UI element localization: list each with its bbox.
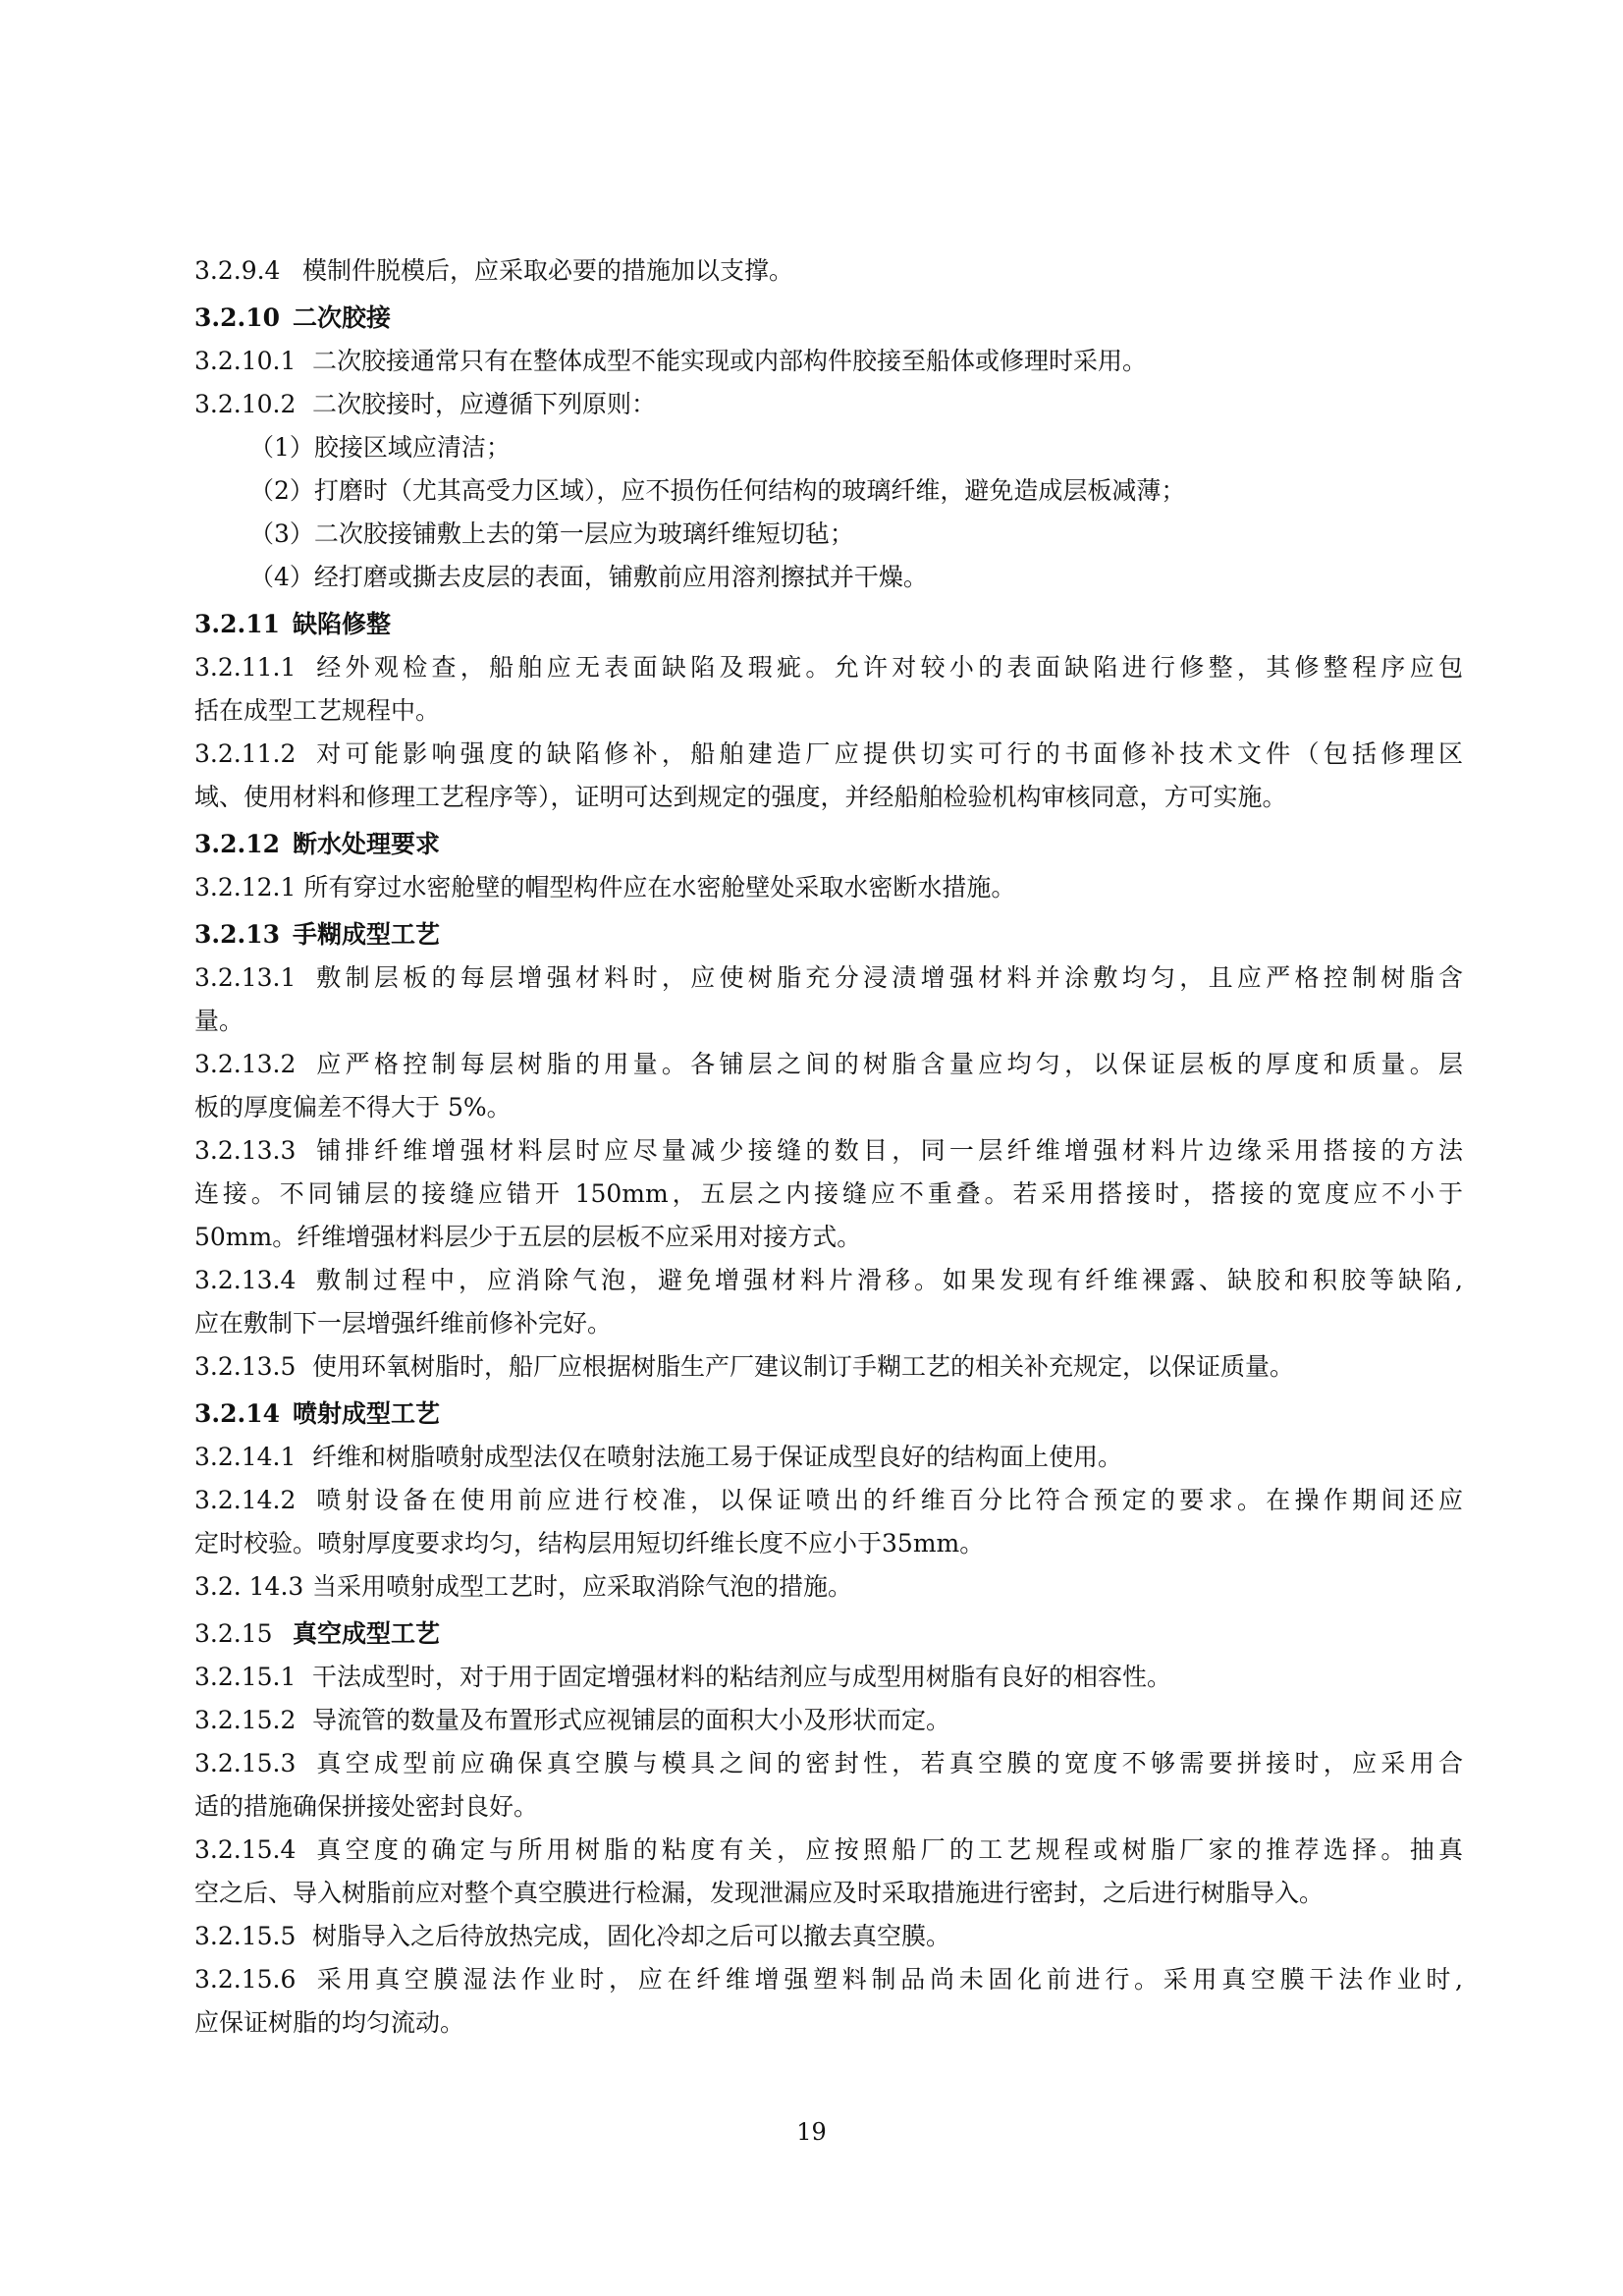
clause-line bbox=[194, 1436, 1463, 1479]
section-title: 手糊成型工艺 bbox=[293, 920, 441, 949]
clause bbox=[194, 1656, 1463, 1699]
section-number: 3.2.14 bbox=[194, 1399, 280, 1428]
section-heading bbox=[194, 1393, 1463, 1436]
clause bbox=[194, 1915, 1463, 1958]
clause-number: 3.2.13.5 bbox=[194, 1352, 297, 1381]
clause-text: 对可能影响强度的缺陷修补，船舶建造厂应提供切实可行的书面修补技术文件（包括修理区 bbox=[312, 739, 1463, 768]
clause-line bbox=[194, 776, 1463, 819]
section-number: 3.2.15 bbox=[194, 1619, 273, 1648]
section-heading bbox=[194, 603, 1463, 646]
clause-text: 树脂导入之后待放热完成，固化冷却之后可以撤去真空膜。 bbox=[312, 1922, 951, 1950]
section-number: 3.2.10 bbox=[194, 303, 280, 332]
clause-number: 3.2.15.1 bbox=[194, 1663, 297, 1691]
clause-line bbox=[194, 1915, 1463, 1958]
page-body bbox=[194, 249, 1463, 2045]
clause bbox=[194, 1259, 1463, 1345]
section-title: 喷射成型工艺 bbox=[293, 1399, 441, 1428]
clause-text: 干法成型时，对于用于固定增强材料的粘结剂应与成型用树脂有良好的相容性。 bbox=[312, 1663, 1172, 1691]
section-heading bbox=[194, 297, 1463, 340]
clause-line bbox=[194, 1785, 1463, 1829]
clause-line bbox=[194, 1259, 1463, 1302]
clause-number: 3.2.14.2 bbox=[194, 1486, 297, 1514]
clause-text: 当采用喷射成型工艺时，应采取消除气泡的措施。 bbox=[312, 1572, 853, 1601]
clause-number: 3.2.13.3 bbox=[194, 1136, 297, 1165]
clause-text: 连接。不同铺层的接缝应错开 150mm，五层之内接缝应不重叠。若采用搭接时，搭接的宽度应不小于 bbox=[194, 1179, 1463, 1208]
clause-line bbox=[194, 1302, 1463, 1345]
section-title: 缺陷修整 bbox=[293, 610, 392, 638]
clause-line bbox=[194, 689, 1463, 733]
list-item: （2）打磨时（尤其高受力区域），应不损伤任何结构的玻璃纤维，避免造成层板减薄； bbox=[249, 476, 1186, 505]
list-item: （4）经打磨或撕去皮层的表面，铺敷前应用溶剂擦拭并干燥。 bbox=[249, 563, 928, 591]
section-heading bbox=[194, 913, 1463, 957]
clause bbox=[194, 957, 1463, 1043]
clause-text: 真空成型前应确保真空膜与模具之间的密封性，若真空膜的宽度不够需要拼接时，应采用合 bbox=[312, 1749, 1463, 1777]
clause-text: 应保证树脂的均匀流动。 bbox=[194, 2008, 465, 2037]
clause-line bbox=[194, 1829, 1463, 1872]
clause-text: 二次胶接通常只有在整体成型不能实现或内部构件胶接至船体或修理时采用。 bbox=[312, 347, 1148, 375]
clause-text: 3.2.12.1 所有穿过水密舱壁的帽型构件应在水密舱壁处采取水密断水措施。 bbox=[194, 873, 1016, 902]
clause-text: 50mm。纤维增强材料层少于五层的层板不应采用对接方式。 bbox=[194, 1223, 862, 1251]
clause-line bbox=[194, 1345, 1463, 1389]
clause-line bbox=[194, 383, 1463, 426]
clause-text: 铺排纤维增强材料层时应尽量减少接缝的数目，同一层纤维增强材料片边缘采用搭接的方法 bbox=[312, 1136, 1463, 1165]
clause bbox=[194, 340, 1463, 383]
clause-line bbox=[194, 1000, 1463, 1043]
clause-number: 3.2.11.2 bbox=[194, 739, 297, 768]
clause bbox=[194, 1479, 1463, 1565]
clause-text: 板的厚度偏差不得大于 5%。 bbox=[194, 1093, 512, 1121]
clause bbox=[194, 1565, 1463, 1609]
clause bbox=[194, 1436, 1463, 1479]
section-title: 二次胶接 bbox=[293, 303, 392, 332]
clause-line bbox=[194, 249, 1463, 293]
clause-line bbox=[194, 2001, 1463, 2045]
clause-number: 3.2.10.1 bbox=[194, 347, 297, 375]
clause-text: 应在敷制下一层增强纤维前修补完好。 bbox=[194, 1309, 613, 1338]
clause-number: 3.2.9.4 bbox=[194, 256, 281, 285]
clause bbox=[194, 733, 1463, 819]
clause bbox=[194, 383, 1463, 426]
clause bbox=[194, 1958, 1463, 2045]
clause-text: 模制件脱模后，应采取必要的措施加以支撑。 bbox=[302, 256, 794, 285]
clause-text: 使用环氧树脂时，船厂应根据树脂生产厂建议制订手糊工艺的相关补充规定，以保证质量。 bbox=[312, 1352, 1295, 1381]
clause-number: 3.2.15.5 bbox=[194, 1922, 297, 1950]
list-item: （1）胶接区域应清洁； bbox=[249, 433, 511, 462]
clause-number: 3.2.10.2 bbox=[194, 390, 297, 418]
clause-number: 3.2.13.4 bbox=[194, 1266, 297, 1294]
clause bbox=[194, 249, 1463, 293]
clause bbox=[194, 1129, 1463, 1259]
clause bbox=[194, 1829, 1463, 1915]
section-title: 断水处理要求 bbox=[293, 830, 441, 858]
clause-line bbox=[194, 1699, 1463, 1742]
clause-line bbox=[194, 1086, 1463, 1129]
section-heading bbox=[194, 1613, 1463, 1656]
section-title: 真空成型工艺 bbox=[293, 1619, 441, 1648]
clause-number: 3.2.13.2 bbox=[194, 1050, 297, 1078]
clause bbox=[194, 1345, 1463, 1389]
clause-text: 纤维和树脂喷射成型法仅在喷射法施工易于保证成型良好的结构面上使用。 bbox=[312, 1443, 1123, 1471]
clause-line bbox=[194, 1216, 1463, 1259]
clause-number: 3.2.15.2 bbox=[194, 1706, 297, 1734]
clause-text: 导流管的数量及布置形式应视铺层的面积大小及形状而定。 bbox=[312, 1706, 951, 1734]
clause-text: 域、使用材料和修理工艺程序等），证明可达到规定的强度，并经船舶检验机构审核同意，方可实施。 bbox=[194, 783, 1287, 811]
clause-text: 空之后、导入树脂前应对整个真空膜进行检漏，发现泄漏应及时采取措施进行密封，之后进行树脂导入。 bbox=[194, 1879, 1325, 1907]
clause-text: 定时校验。喷射厚度要求均匀，结构层用短切纤维长度不应小于35mm。 bbox=[194, 1529, 985, 1558]
clause-number: 3.2.14.1 bbox=[194, 1443, 297, 1471]
page-number: 19 bbox=[796, 2118, 827, 2146]
clause-line bbox=[194, 1958, 1463, 2001]
clause-line bbox=[194, 957, 1463, 1000]
clause bbox=[194, 1043, 1463, 1129]
clause-number: 3.2.15.4 bbox=[194, 1835, 297, 1864]
section-heading bbox=[194, 823, 1463, 866]
clause-number: 3.2.15.3 bbox=[194, 1749, 297, 1777]
clause bbox=[194, 646, 1463, 733]
clause-text: 喷射设备在使用前应进行校准，以保证喷出的纤维百分比符合预定的要求。在操作期间还应 bbox=[312, 1486, 1463, 1514]
clause-text: 二次胶接时，应遵循下列原则： bbox=[312, 390, 657, 418]
clause-number: 3.2.13.1 bbox=[194, 963, 297, 992]
clause-text: 应严格控制每层树脂的用量。各铺层之间的树脂含量应均匀，以保证层板的厚度和质量。层 bbox=[312, 1050, 1463, 1078]
clause-line bbox=[194, 1173, 1463, 1216]
clause-line bbox=[194, 1742, 1463, 1785]
section-number: 3.2.11 bbox=[194, 610, 280, 638]
clause-line bbox=[194, 1565, 1463, 1609]
clause-text: 敷制层板的每层增强材料时，应使树脂充分浸渍增强材料并涂敷均匀，且应严格控制树脂含 bbox=[312, 963, 1463, 992]
clause-text: 量。 bbox=[194, 1007, 244, 1035]
clause-line bbox=[194, 646, 1463, 689]
clause-number: 3.2.11.1 bbox=[194, 653, 297, 682]
clause bbox=[194, 1742, 1463, 1829]
clause-text: 敷制过程中，应消除气泡，避免增强材料片滑移。如果发现有纤维裸露、缺胶和积胶等缺陷, bbox=[312, 1266, 1463, 1294]
clause-text: 括在成型工艺规程中。 bbox=[194, 696, 441, 725]
clause-number: 3.2.15.6 bbox=[194, 1965, 297, 1994]
clause-text: 真空度的确定与所用树脂的粘度有关，应按照船厂的工艺规程或树脂厂家的推荐选择。抽真 bbox=[312, 1835, 1463, 1864]
clause-line bbox=[194, 1043, 1463, 1086]
clause bbox=[194, 1699, 1463, 1742]
list-item: （3）二次胶接铺敷上去的第一层应为玻璃纤维短切毡； bbox=[249, 519, 854, 548]
clause-text: 适的措施确保拼接处密封良好。 bbox=[194, 1792, 539, 1821]
clause-line bbox=[194, 1129, 1463, 1173]
clause-line bbox=[194, 1479, 1463, 1522]
clause-number: 3.2. 14.3 bbox=[194, 1572, 304, 1601]
section-number: 3.2.13 bbox=[194, 920, 280, 949]
clause-line bbox=[194, 1656, 1463, 1699]
clause-line bbox=[194, 733, 1463, 776]
clause-line bbox=[194, 1872, 1463, 1915]
clause-line bbox=[194, 340, 1463, 383]
clause-line bbox=[194, 1522, 1463, 1565]
section-number: 3.2.12 bbox=[194, 830, 280, 858]
clause-text: 经外观检查，船舶应无表面缺陷及瑕疵。允许对较小的表面缺陷进行修整，其修整程序应包 bbox=[312, 653, 1463, 682]
clause-text: 采用真空膜湿法作业时，应在纤维增强塑料制品尚未固化前进行。采用真空膜干法作业时, bbox=[312, 1965, 1463, 1994]
